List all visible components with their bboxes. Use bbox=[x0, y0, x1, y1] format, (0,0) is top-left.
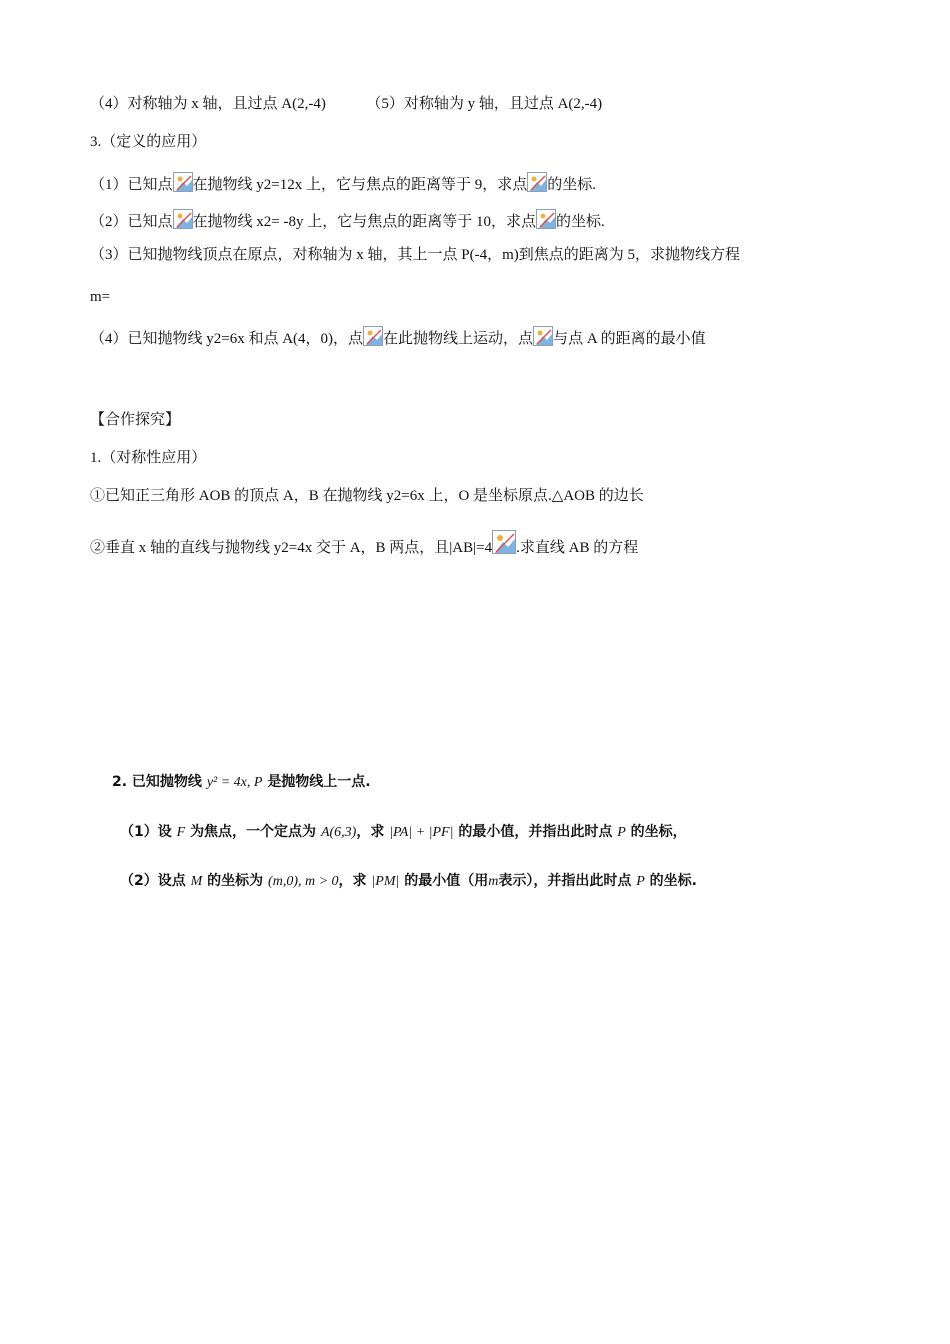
broken-image-icon bbox=[173, 209, 193, 229]
definition-item-1 bbox=[90, 172, 596, 195]
part-2-var-m: m bbox=[488, 874, 499, 889]
part-1-expression: |PA| + |PF| bbox=[389, 825, 454, 840]
cooperative-title: 【合作探究】 bbox=[90, 412, 181, 428]
part-2-var-M: M bbox=[190, 874, 203, 889]
cooperative-heading bbox=[90, 410, 180, 430]
part-1-point-A: A(6,3) bbox=[320, 825, 357, 840]
part-2-text-c: ，求 bbox=[338, 873, 367, 889]
symmetry-title: 1.（对称性应用） bbox=[90, 450, 207, 466]
broken-image-icon bbox=[533, 326, 553, 346]
part-1-var-P: P bbox=[617, 825, 626, 840]
part-2-condition: (m,0), m > 0 bbox=[268, 874, 339, 889]
part-2-text-b: 的坐标为 bbox=[207, 873, 264, 889]
item-1-text-b: 在抛物线 y2=12x 上，它与焦点的距离等于 9，求点 bbox=[192, 177, 528, 193]
problem-2-part-2 bbox=[120, 871, 697, 892]
symmetry-item-2-text-b: .求直线 AB 的方程 bbox=[516, 540, 639, 556]
definition-item-3 bbox=[90, 245, 740, 265]
section-3-title: 3.（定义的应用） bbox=[90, 134, 207, 150]
item-4-text-c: 与点 A 的距离的最小值 bbox=[553, 331, 706, 347]
symmetry-item-2-text-a: ②垂直 x 轴的直线与抛物线 y2=4x 交于 A，B 两点，且|AB|=4 bbox=[90, 540, 493, 556]
broken-image-icon bbox=[173, 172, 193, 192]
item-1-text-a: （1）已知点 bbox=[90, 177, 173, 193]
part-1-var-F: F bbox=[176, 825, 186, 840]
item-3-answer-label: m= bbox=[90, 289, 111, 305]
item-3-text: （3）已知抛物线顶点在原点，对称轴为 x 轴，其上一点 P(-4，m)到焦点的距离为 5，求抛物线方程 bbox=[90, 247, 740, 263]
symmetry-item-2 bbox=[90, 530, 638, 558]
part-2-text-d: 的最小值（用 bbox=[404, 873, 489, 889]
part-1-text-a: （1）设 bbox=[120, 824, 172, 840]
broken-image-icon bbox=[492, 530, 516, 554]
exercise-5-text: （5）对称轴为 y 轴，且过点 A(2,-4) bbox=[366, 96, 603, 112]
part-2-var-P: P bbox=[636, 874, 645, 889]
broken-image-icon bbox=[536, 209, 556, 229]
symmetry-item-1 bbox=[90, 486, 644, 506]
definition-item-3-answer bbox=[90, 287, 110, 307]
problem-2-text-a: 2. 已知抛物线 bbox=[112, 774, 202, 790]
part-2-expression: |PM| bbox=[371, 874, 400, 889]
problem-2-math: y² = 4x, P bbox=[206, 775, 263, 790]
problem-2-text-b: 是抛物线上一点. bbox=[267, 774, 371, 790]
symmetry-heading bbox=[90, 448, 206, 468]
definition-item-2 bbox=[90, 209, 605, 232]
broken-image-icon bbox=[527, 172, 547, 192]
item-2-text-b: 在抛物线 x2= -8y 上，它与焦点的距离等于 10，求点 bbox=[192, 214, 536, 230]
symmetry-item-1-text: ①已知正三角形 AOB 的顶点 A，B 在抛物线 y2=6x 上，O 是坐标原点.△AOB 的边长 bbox=[90, 488, 644, 504]
item-2-text-a: （2）已知点 bbox=[90, 214, 173, 230]
exercise-4-5-line bbox=[90, 94, 602, 114]
problem-2-part-1 bbox=[120, 822, 687, 843]
part-2-text-f: 的坐标. bbox=[649, 873, 697, 889]
part-2-text-a: （2）设点 bbox=[120, 873, 186, 889]
section-3-heading bbox=[90, 132, 206, 152]
part-1-text-c: ，求 bbox=[356, 824, 385, 840]
part-1-text-e: 的坐标， bbox=[630, 824, 687, 840]
item-4-text-a: （4）已知抛物线 y2=6x 和点 A(4，0)，点 bbox=[90, 331, 364, 347]
part-1-text-b: 为焦点，一个定点为 bbox=[190, 824, 317, 840]
part-1-text-d: 的最小值，并指出此时点 bbox=[458, 824, 613, 840]
exercise-4-text: （4）对称轴为 x 轴，且过点 A(2,-4) bbox=[90, 96, 326, 112]
item-2-text-c: 的坐标. bbox=[555, 214, 605, 230]
item-1-text-c: 的坐标. bbox=[547, 177, 596, 193]
definition-item-4 bbox=[90, 326, 706, 349]
problem-2-statement bbox=[112, 772, 371, 793]
broken-image-icon bbox=[363, 326, 383, 346]
part-2-text-e: 表示），并指出此时点 bbox=[498, 873, 632, 889]
item-4-text-b: 在此抛物线上运动，点 bbox=[383, 331, 534, 347]
